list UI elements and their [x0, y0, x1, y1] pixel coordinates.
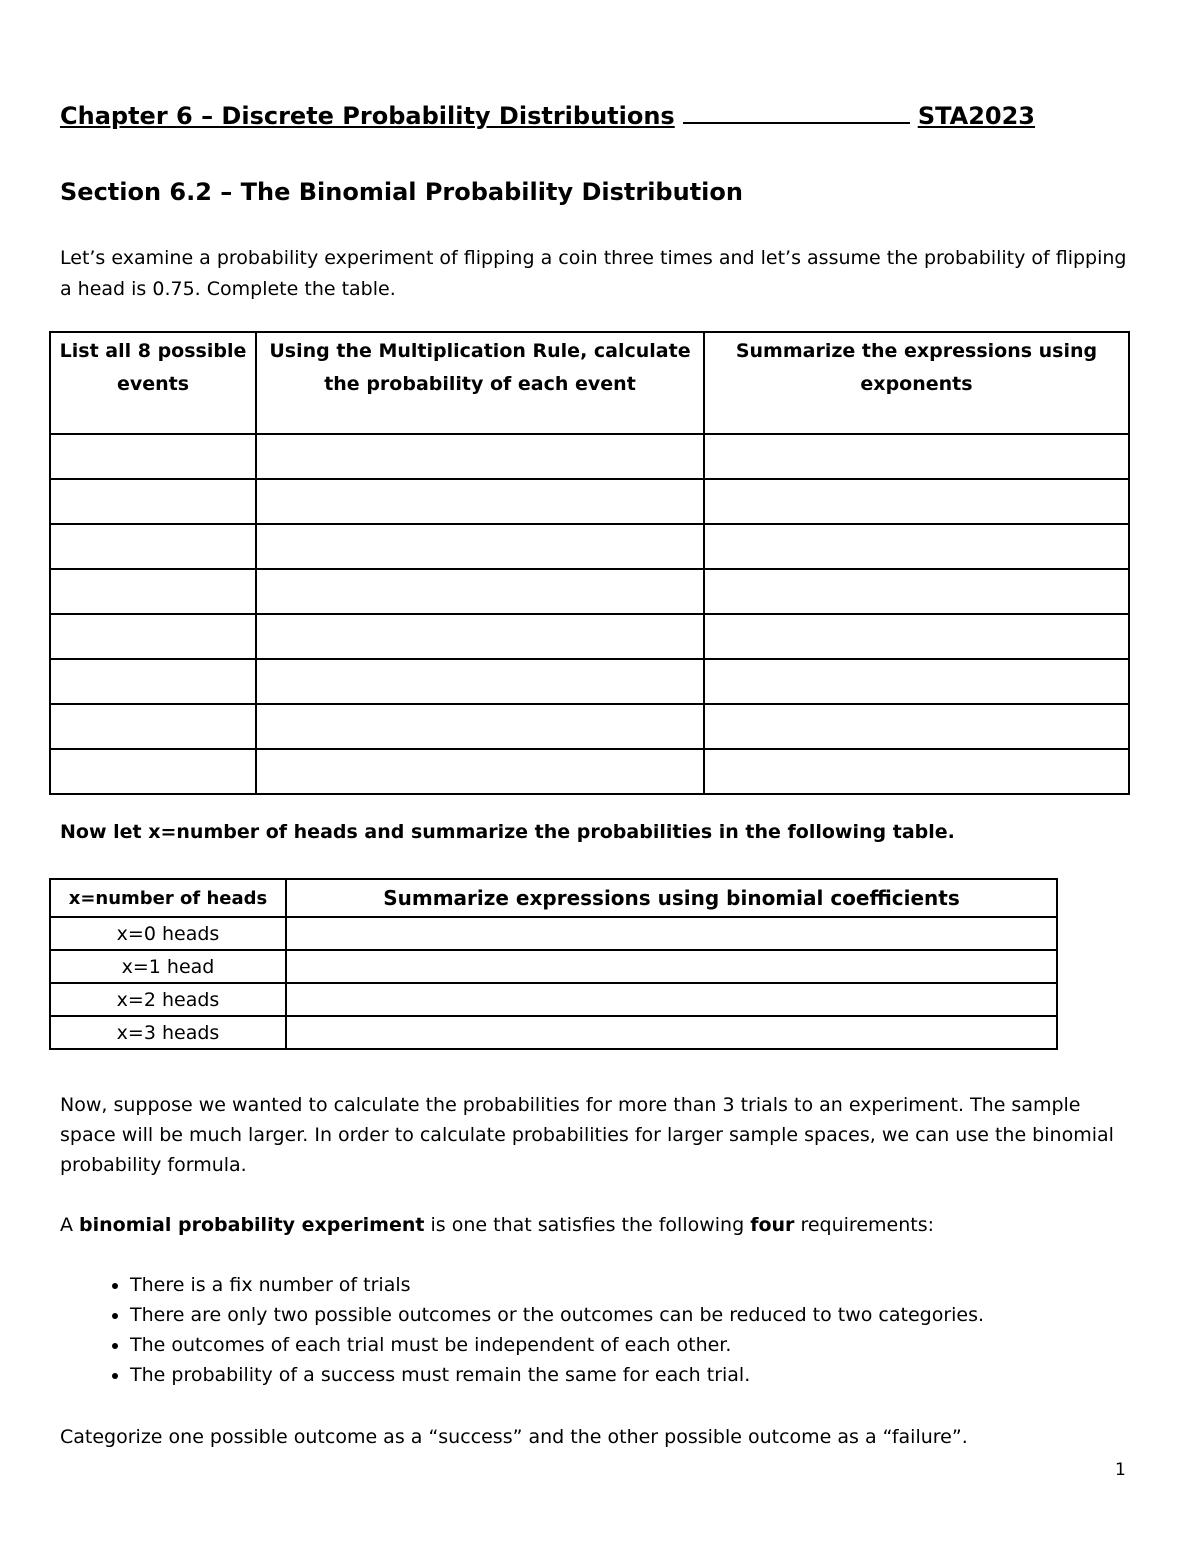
blank-cell[interactable]	[50, 434, 256, 479]
list-item: • The outcomes of each trial must be independent of each other.	[130, 1330, 1190, 1360]
events-table	[49, 331, 1130, 795]
section-title: Section 6.2 – The Binomial Probability Distribution	[60, 178, 743, 206]
blank-cell[interactable]	[704, 434, 1129, 479]
table-row	[50, 704, 1129, 749]
course-code: STA2023	[917, 102, 1035, 130]
heads-label: x=0 heads	[50, 917, 286, 950]
blank-cell[interactable]	[286, 950, 1057, 983]
blank-cell[interactable]	[704, 569, 1129, 614]
blank-cell[interactable]	[50, 614, 256, 659]
table-row	[50, 983, 1057, 1016]
table-row	[50, 569, 1129, 614]
heads-table	[49, 878, 1058, 1050]
table-row	[50, 917, 1057, 950]
table-row	[50, 1016, 1057, 1049]
blank-cell[interactable]	[286, 917, 1057, 950]
req-middle: is one that satisfies the following	[424, 1214, 751, 1236]
table-row	[50, 950, 1057, 983]
req-suffix: requirements:	[794, 1214, 934, 1236]
list-item: • There is a fix number of trials	[130, 1270, 1190, 1300]
blank-cell[interactable]	[256, 434, 704, 479]
events-table-header	[50, 332, 1129, 434]
blank-cell[interactable]	[256, 749, 704, 794]
req-prefix: A	[60, 1214, 80, 1236]
heads-label: x=3 heads	[50, 1016, 286, 1049]
chapter-title: Chapter 6 – Discrete Probability Distributions	[60, 102, 675, 130]
table-row	[50, 614, 1129, 659]
blank-cell[interactable]	[256, 614, 704, 659]
events-header-col2: Using the Multiplication Rule, calculate the probability of each event	[256, 332, 704, 434]
list-item: • There are only two possible outcomes or the outcomes can be reduced to two categories.	[130, 1300, 1190, 1330]
events-header-col1: List all 8 possible events	[50, 332, 256, 434]
blank-cell[interactable]	[50, 749, 256, 794]
blank-cell[interactable]	[50, 704, 256, 749]
binomial-term: binomial probability experiment	[79, 1214, 425, 1236]
list-item: • The probability of a success must remain the same for each trial.	[130, 1360, 1190, 1390]
req-count: four	[750, 1214, 795, 1236]
heads-label: x=2 heads	[50, 983, 286, 1016]
heads-header-col2: Summarize expressions using binomial coefficients	[286, 879, 1057, 917]
blank-cell[interactable]	[704, 614, 1129, 659]
table-row	[50, 434, 1129, 479]
blank-cell[interactable]	[256, 569, 704, 614]
table-row	[50, 749, 1129, 794]
heads-label: x=1 head	[50, 950, 286, 983]
heads-table-intro: Now let x=number of heads and summarize the probabilities in the following table.	[60, 821, 955, 843]
blank-cell[interactable]	[704, 524, 1129, 569]
header-rule	[683, 100, 910, 124]
blank-cell[interactable]	[286, 1016, 1057, 1049]
events-header-col3: Summarize the expressions using exponents	[704, 332, 1129, 434]
table-row	[50, 524, 1129, 569]
blank-cell[interactable]	[256, 659, 704, 704]
intro-paragraph: Let’s examine a probability experiment of flipping a coin three times and let’s assume the probability of flipping a head is 0.75. Complete the table.	[60, 247, 1127, 300]
page-number: 1	[1115, 1460, 1126, 1480]
blank-cell[interactable]	[704, 659, 1129, 704]
chapter-header	[60, 100, 1035, 130]
categorize-paragraph: Categorize one possible outcome as a “success” and the other possible outcome as a “failure”.	[60, 1426, 968, 1448]
heads-table-header	[50, 879, 1057, 917]
table-row	[50, 659, 1129, 704]
larger-sample-paragraph: Now, suppose we wanted to calculate the probabilities for more than 3 trials to an experiment. The sample space will be much larger. In order to calculate probabilities for larger sample spaces, we can use the binomial probability formula.	[60, 1094, 1114, 1176]
blank-cell[interactable]	[256, 479, 704, 524]
blank-cell[interactable]	[704, 749, 1129, 794]
blank-cell[interactable]	[704, 704, 1129, 749]
blank-cell[interactable]	[286, 983, 1057, 1016]
blank-cell[interactable]	[704, 479, 1129, 524]
blank-cell[interactable]	[50, 524, 256, 569]
requirements-intro	[60, 1210, 1130, 1241]
blank-cell[interactable]	[50, 659, 256, 704]
table-row	[50, 479, 1129, 524]
blank-cell[interactable]	[50, 479, 256, 524]
blank-cell[interactable]	[50, 569, 256, 614]
blank-cell[interactable]	[256, 524, 704, 569]
heads-header-col1: x=number of heads	[50, 879, 286, 917]
blank-cell[interactable]	[256, 704, 704, 749]
requirements-list	[60, 1270, 1190, 1390]
